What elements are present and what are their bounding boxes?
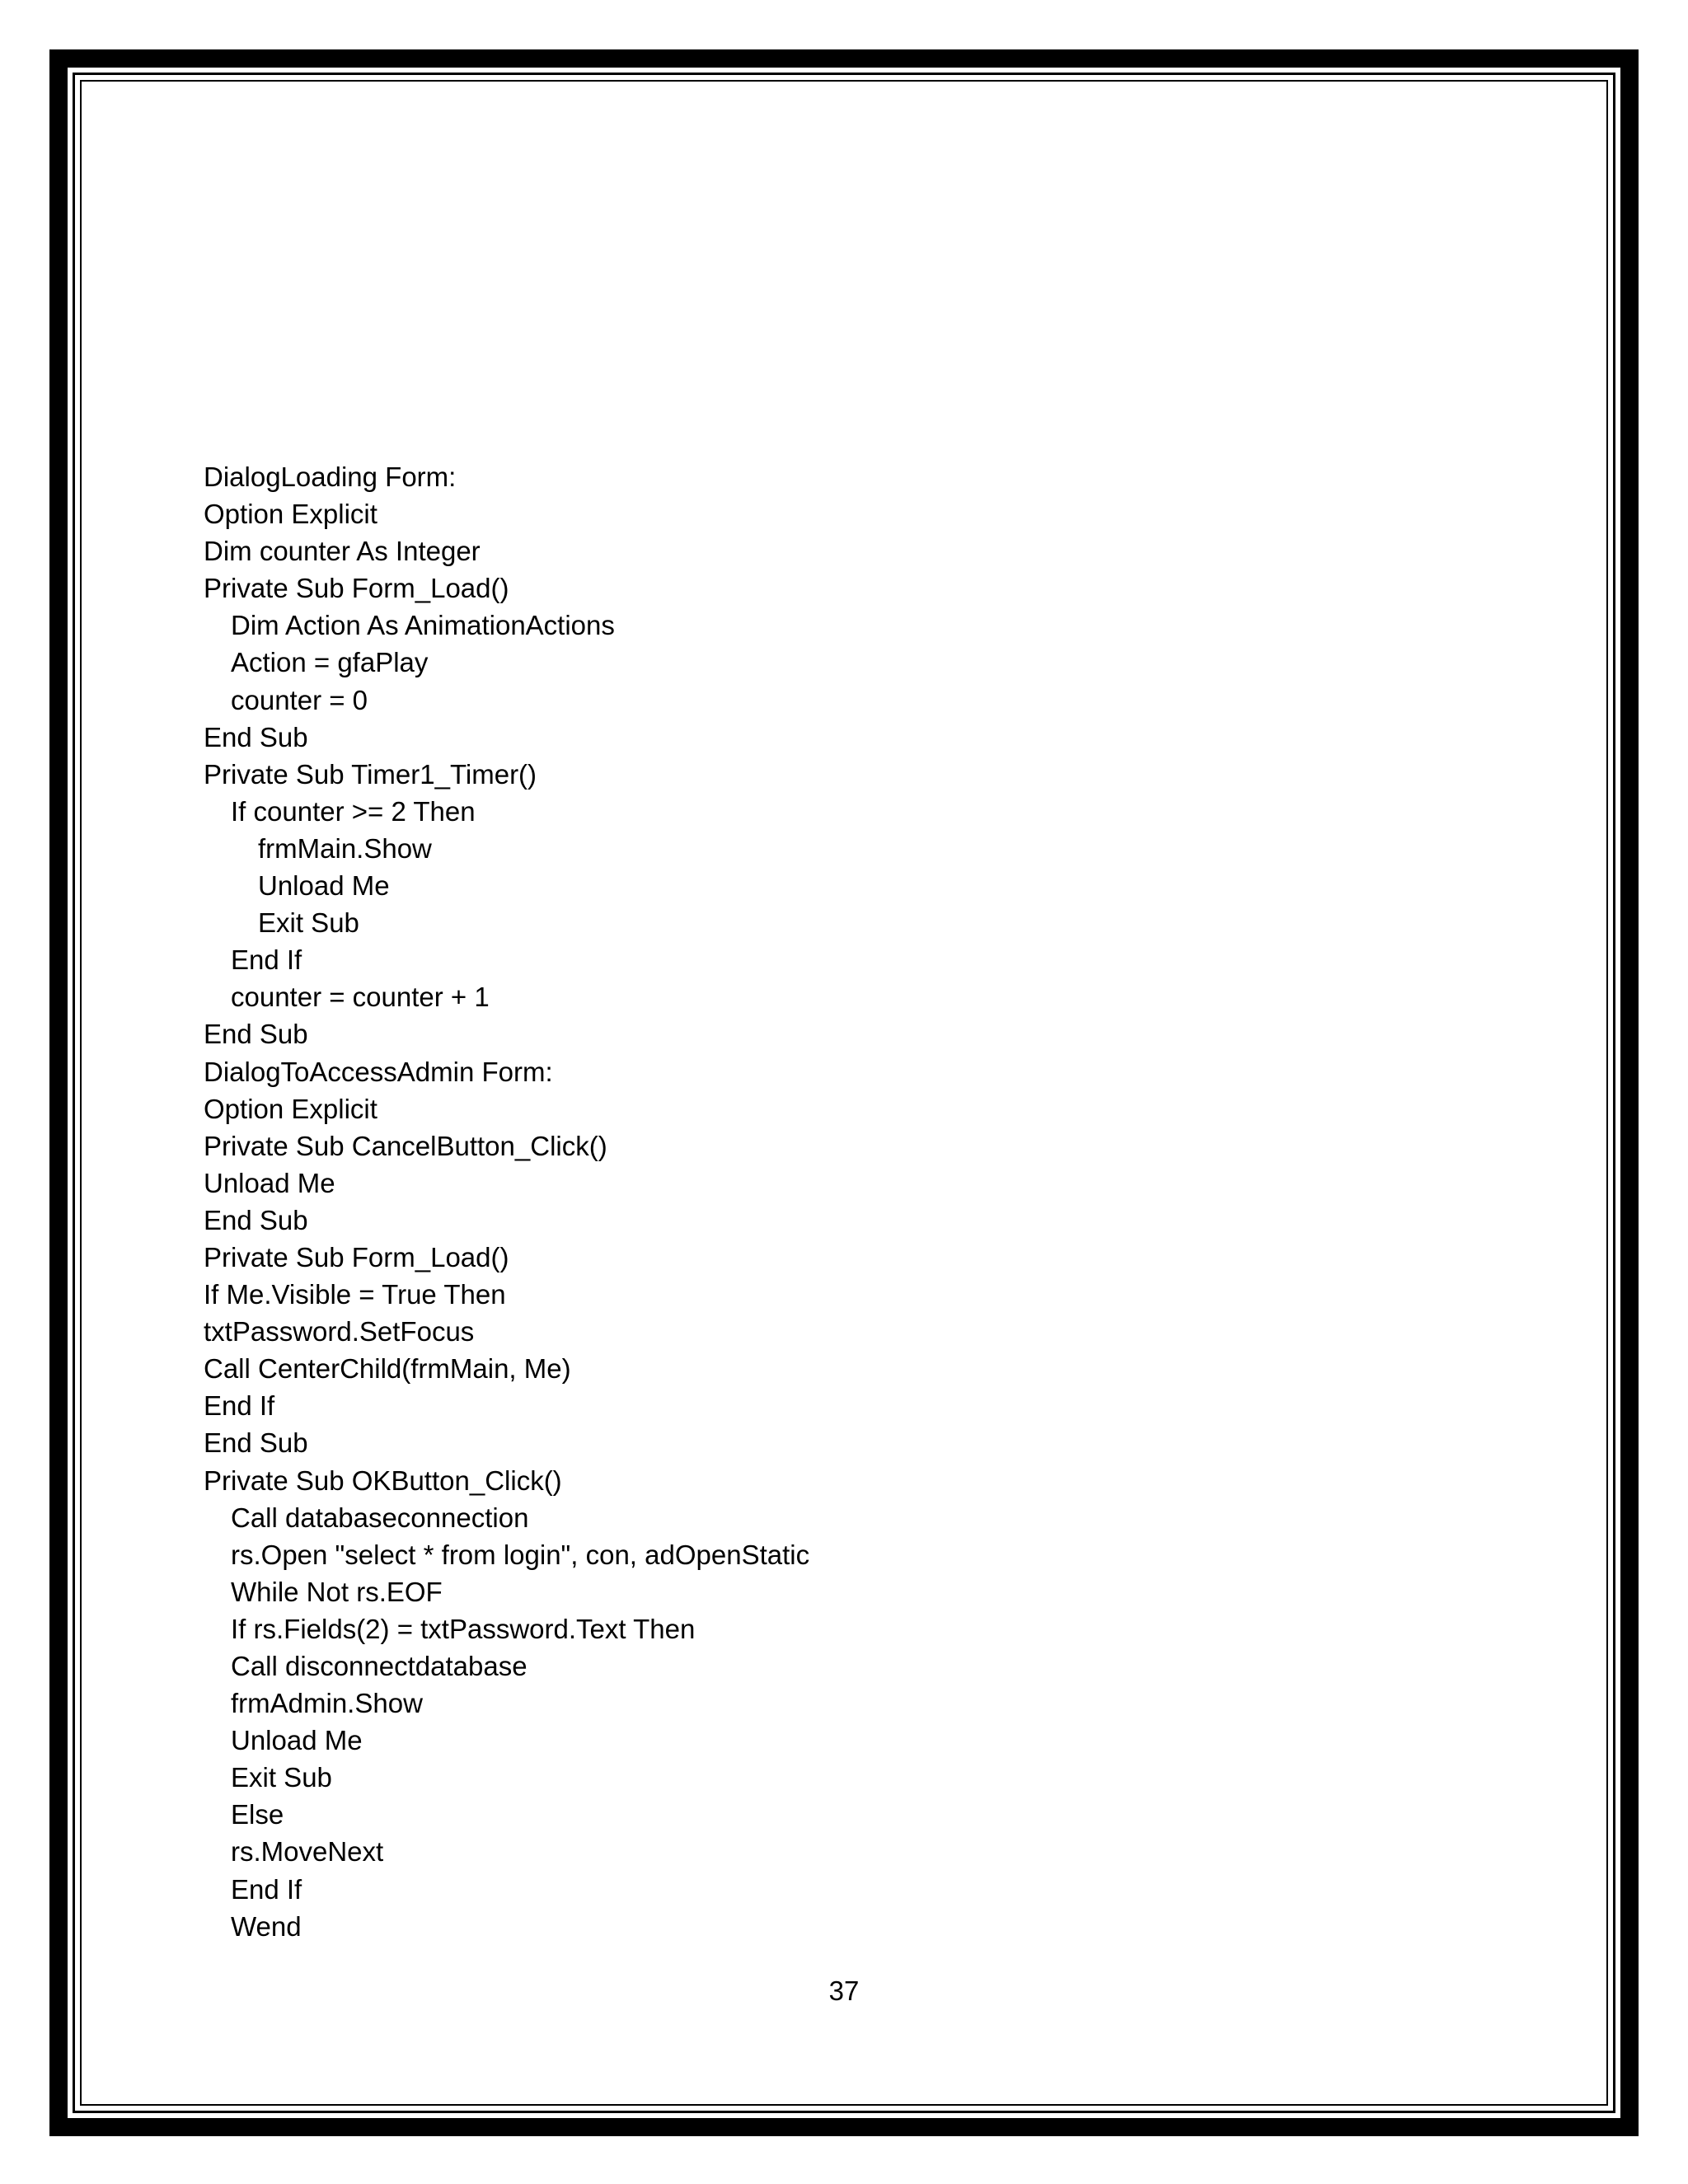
code-line: End If (231, 1873, 302, 1905)
code-line: End Sub (204, 1427, 308, 1459)
code-line: While Not rs.EOF (231, 1576, 443, 1607)
code-line: Dim Action As AnimationActions (231, 610, 615, 641)
code-line: Exit Sub (258, 907, 359, 939)
code-line: rs.Open "select * from login", con, adOpenStatic (231, 1539, 810, 1570)
code-line: Option Explicit (204, 1093, 377, 1124)
code-line: Unload Me (231, 1725, 363, 1756)
code-line: Call databaseconnection (231, 1502, 529, 1533)
code-line: Private Sub OKButton_Click() (204, 1465, 562, 1496)
code-line: End If (231, 944, 302, 976)
code-line: If Me.Visible = True Then (204, 1279, 506, 1310)
code-line: Call CenterChild(frmMain, Me) (204, 1353, 571, 1385)
code-line: Option Explicit (204, 499, 377, 530)
code-line: Unload Me (258, 870, 390, 902)
code-line: rs.MoveNext (231, 1836, 384, 1868)
code-line: DialogToAccessAdmin Form: (204, 1056, 553, 1087)
page-number: 37 (828, 1975, 860, 2006)
code-line: If counter >= 2 Then (231, 795, 476, 827)
code-line: frmAdmin.Show (231, 1688, 423, 1719)
code-line: Private Sub Form_Load() (204, 573, 509, 604)
code-line: Call disconnectdatabase (231, 1651, 528, 1681)
code-line: End Sub (204, 1019, 308, 1050)
code-line: End Sub (204, 721, 308, 752)
code-line: Private Sub Form_Load() (204, 1241, 509, 1272)
code-line: Action = gfaPlay (231, 647, 429, 678)
code-line: DialogLoading Form: (204, 462, 457, 492)
code-line: frmMain.Show (258, 832, 432, 864)
code-line: counter = 0 (231, 684, 368, 715)
code-line: Dim counter As Integer (204, 536, 481, 567)
code-line: If rs.Fields(2) = txtPassword.Text Then (231, 1613, 696, 1644)
code-line: End If (204, 1390, 275, 1422)
code-line: Exit Sub (231, 1762, 332, 1793)
code-line: Private Sub CancelButton_Click() (204, 1130, 607, 1161)
code-listing (204, 458, 1522, 1945)
code-line: counter = counter + 1 (231, 982, 490, 1013)
code-line: txtPassword.SetFocus (204, 1316, 475, 1347)
code-line: End Sub (204, 1204, 308, 1235)
code-line: Private Sub Timer1_Timer() (204, 758, 537, 790)
code-line: Wend (231, 1910, 302, 1942)
code-line: Else (231, 1799, 284, 1830)
code-line: Unload Me (204, 1167, 335, 1198)
